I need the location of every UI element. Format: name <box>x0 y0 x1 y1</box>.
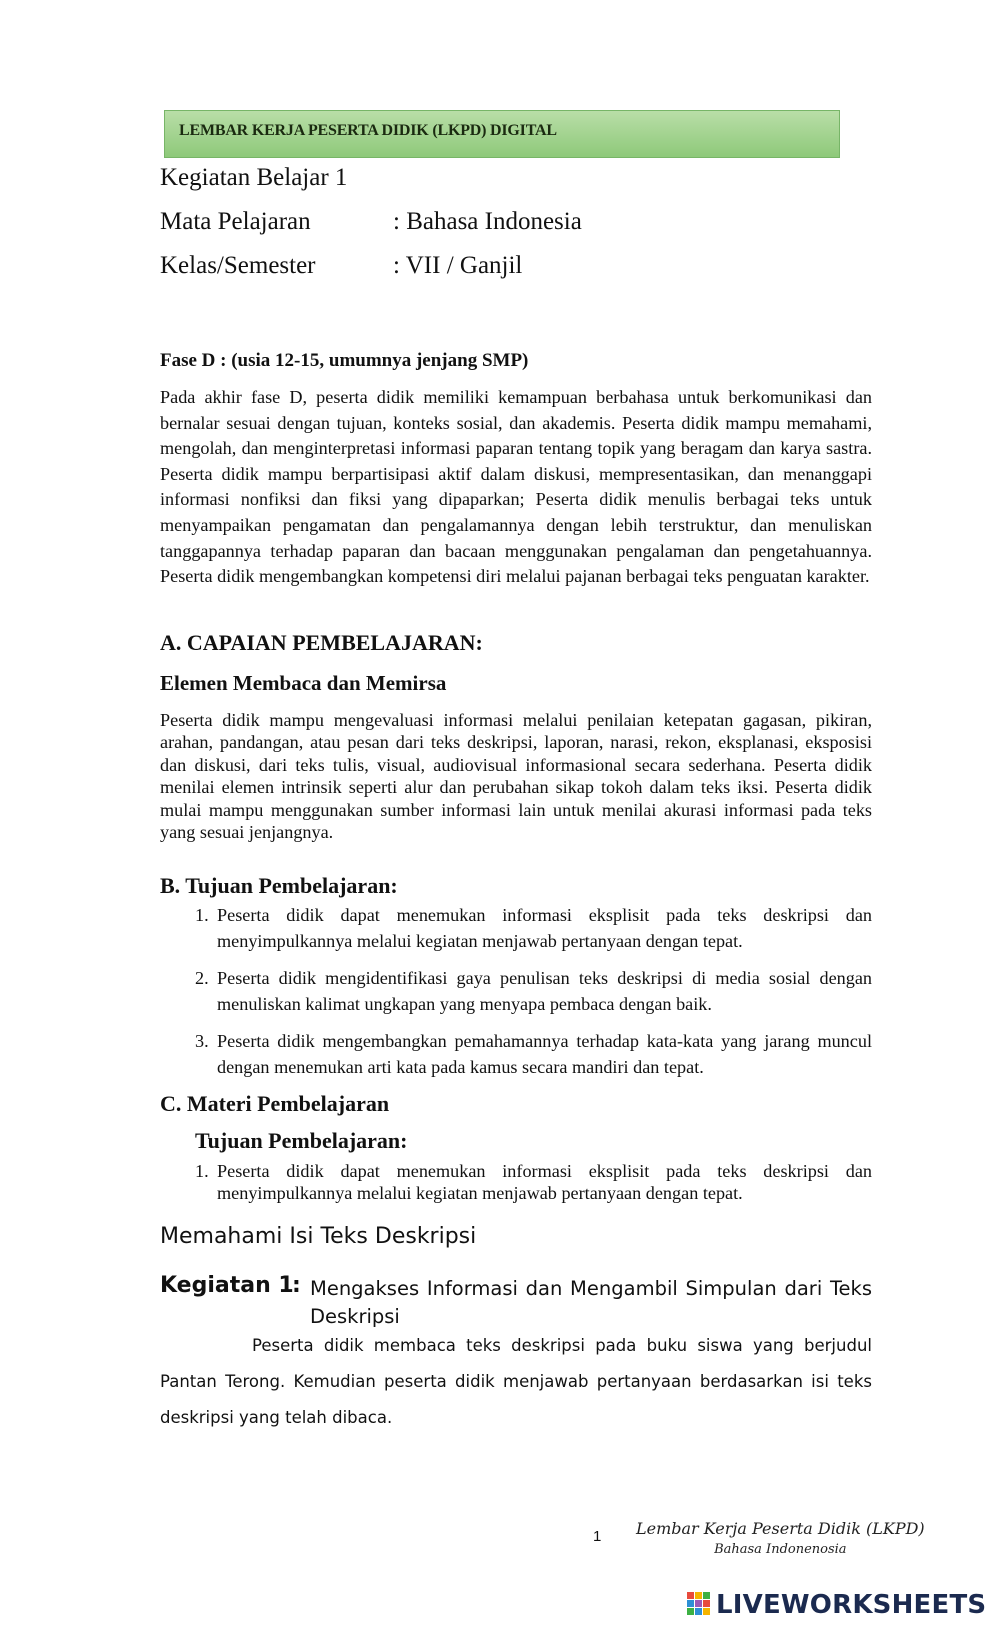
kegiatan-body: Peserta didik membaca teks deskripsi pada buku siswa yang berjudul Pantan Terong. Kemudian peserta didik menjawab pertanyaan berdasarkan isi teks deskripsi yang telah dibaca. <box>160 1336 872 1427</box>
list-item-number: 1. <box>195 1161 209 1181</box>
liveworksheets-brand: LIVEWORKSHEETS <box>716 1590 987 1620</box>
subject-value: : Bahasa Indonesia <box>393 208 582 235</box>
footer-line2: Bahasa Indonenosia <box>714 1542 847 1557</box>
footer-line1: Lembar Kerja Peserta Didik (LKPD) <box>636 1519 925 1538</box>
list-item-number: 2. <box>195 968 209 988</box>
class-value: : VII / Ganjil <box>393 252 523 279</box>
list-item <box>195 1029 872 1080</box>
list-item-text: Peserta didik dapat menemukan informasi eksplisit pada teks deskripsi dan menyimpulkannya melalui kegiatan menjawab pertanyaan dengan tepat. <box>217 1161 872 1203</box>
liveworksheets-mark-icon <box>686 1590 712 1620</box>
activity-title: Kegiatan Belajar 1 <box>160 164 348 191</box>
section-b-heading: B. Tujuan Pembelajaran: <box>160 873 398 898</box>
class-label: Kelas/Semester <box>160 252 316 279</box>
section-a-subheading: Elemen Membaca dan Memirsa <box>160 671 447 695</box>
banner-title: LEMBAR KERJA PESERTA DIDIK (LKPD) DIGITAL <box>179 122 557 139</box>
kegiatan-title: Mengakses Informasi dan Mengambil Simpulan dari Teks Deskripsi <box>310 1277 872 1328</box>
fase-paragraph: Pada akhir fase D, peserta didik memiliki kemampuan berbahasa untuk berkomunikasi dan bernalar sesuai dengan tujuan, konteks sosial, dan akademis. Peserta didik mampu memahami, mengolah, dan menginterpretasi informasi paparan tentang topik yang beragam dan karya sastra. Peserta didik mampu berpartisipasi aktif dalam diskusi, mempresentasikan, dan menanggapi informasi nonfiksi dan fiksi yang dipaparkan; Peserta didik menulis berbagai teks untuk menyampaikan pengamatan dan pengalamannya dengan lebih terstruktur, dan menuliskan tanggapannya terhadap paparan dan bacaan menggunakan pengalaman dan pengetahuannya. Peserta didik mengembangkan kompetensi diri melalui pajanan berbagai teks penguatan karakter. <box>160 387 872 587</box>
list-item <box>195 1160 872 1204</box>
list-item <box>195 903 872 954</box>
list-item-number: 3. <box>195 1031 209 1051</box>
section-a-heading: A. CAPAIAN PEMBELAJARAN: <box>160 630 483 655</box>
list-item-number: 1. <box>195 905 209 925</box>
fase-heading: Fase D : (usia 12-15, umumnya jenjang SMP) <box>160 350 529 371</box>
subject-label: Mata Pelajaran <box>160 208 311 235</box>
list-item <box>195 966 872 1017</box>
header-banner <box>164 110 840 158</box>
list-item-text: Peserta didik mengembangkan pemahamannya terhadap kata-kata yang jarang muncul dengan menemukan arti kata pada kamus secara mandiri dan tepat. <box>217 1031 872 1077</box>
footer-signature <box>636 1518 925 1560</box>
page-number: 1 <box>593 1528 602 1545</box>
kegiatan-colon: : <box>292 1273 301 1298</box>
kegiatan-label: Kegiatan 1 <box>160 1273 294 1298</box>
section-c-heading: C. Materi Pembelajaran <box>160 1091 390 1116</box>
list-item-text: Peserta didik mengidentifikasi gaya penulisan teks deskripsi di media sosial dengan menuliskan kalimat ungkapan yang menyapa pembaca dengan baik. <box>217 968 872 1014</box>
memahami-heading: Memahami Isi Teks Deskripsi <box>160 1224 477 1249</box>
section-c-subheading: Tujuan Pembelajaran: <box>195 1128 408 1153</box>
list-item-text: Peserta didik dapat menemukan informasi eksplisit pada teks deskripsi dan menyimpulkannya melalui kegiatan menjawab pertanyaan dengan tepat. <box>217 905 872 951</box>
section-a-paragraph: Peserta didik mampu mengevaluasi informasi melalui penilaian ketepatan gagasan, pikiran, arahan, pandangan, atau pesan dari teks deskripsi, laporan, narasi, rekon, eksplanasi, eksposisi dan diskusi, dari teks tulis, visual, audiovisual informasional secara sederhana. Peserta didik menilai elemen intrinsik seperti alur dan perubahan sikap tokoh dalam teks iksi. Peserta didik mulai mampu menggunakan sumber informasi lain untuk menilai akurasi informasi pada teks yang sesuai jenjangnya. <box>160 710 872 843</box>
